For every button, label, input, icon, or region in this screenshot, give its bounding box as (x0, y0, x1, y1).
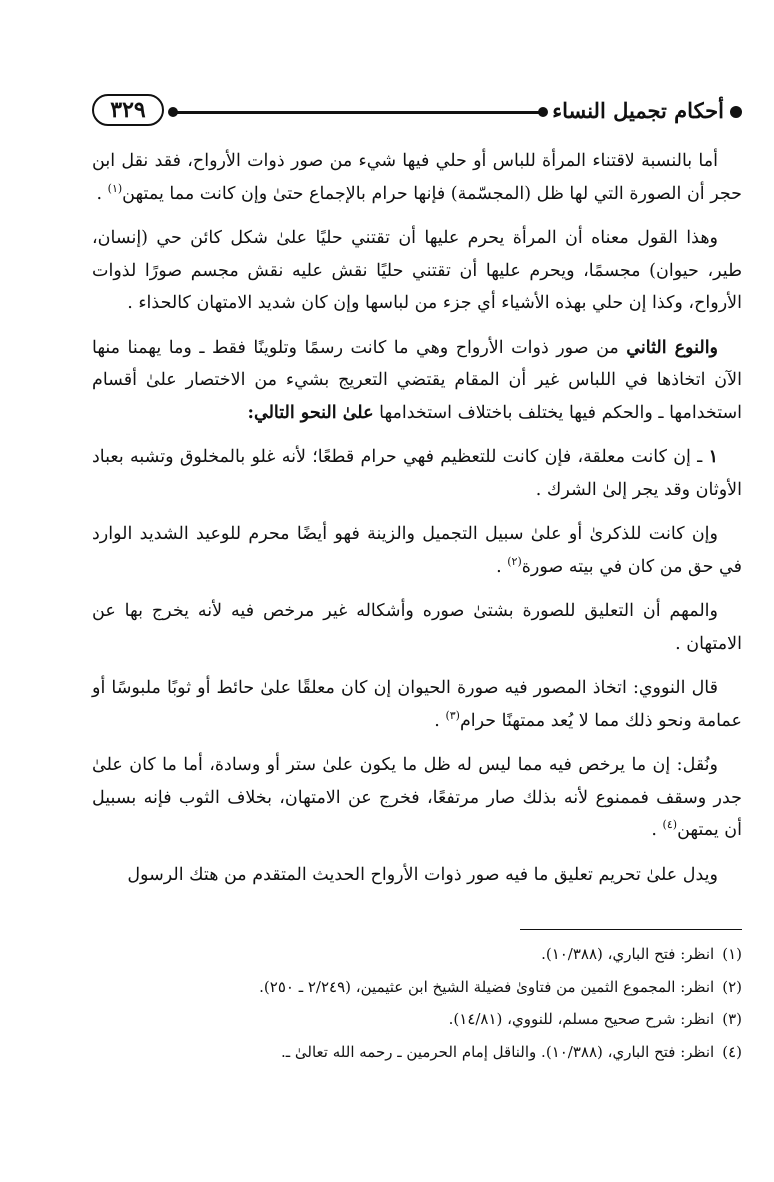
paragraph (92, 441, 742, 506)
footnote-text: انظر: شرح صحيح مسلم، للنووي، (١٤/٨١). (448, 1010, 715, 1028)
bold-lead: والنوع الثاني (626, 337, 719, 358)
footnote-ref: (٣) (445, 708, 460, 722)
footnote (92, 971, 742, 1004)
header-rule (174, 111, 542, 114)
paragraph (92, 222, 742, 320)
footnote-text: انظر: المجموع الثمين من فتاوىٰ فضيلة الشيخ ابن عثيمين، (٢/٢٤٩ ـ ٢٥٠). (259, 977, 715, 996)
paragraph (92, 332, 742, 430)
footnote-ref: (١) (107, 181, 123, 195)
footnote-ref: (٢) (507, 554, 522, 568)
paragraph-end: . (496, 556, 508, 577)
paragraph (92, 145, 742, 210)
paragraph-end: . (96, 183, 108, 204)
footnote-text: انظر: فتح الباري، (١٠/٣٨٨). (541, 945, 715, 963)
paragraph-text: ونُقل: إن ما يرخص فيه مما ليس له ظل ما يكون علىٰ ستر أو وسادة، أما ما كان علىٰ جدر وسقف فممنوع لأنه بذلك صار مرتفعًا، فخرج عن الامتهان، بخلاف الثوب فإنه بسبيل أن يمتهن (92, 755, 742, 840)
running-header (92, 93, 742, 133)
paragraph-text: وهذا القول معناه أن المرأة يحرم عليها أن تقتني حليًا علىٰ شكل كائن حي (إنسان، طير، حيوان) مجسمًا، ويحرم عليها أن تقتني حليًا نقش عليه نقش مجسم صورًا لذوات الأرواح، وكذا إن حلي بهذه الأشياء أي جزء من لباسها وإن كان شديد الامتهان كالحذاء . (92, 228, 742, 313)
footnote-number: (٤) (722, 1042, 742, 1061)
paragraph-end: . (651, 820, 663, 840)
footnote (92, 1003, 742, 1036)
footnote-number: (٢) (722, 977, 742, 996)
footnote-text: انظر: فتح الباري، (١٠/٣٨٨). والناقل إمام الحرمين ـ رحمه الله تعالىٰ ـ. (280, 1042, 715, 1061)
footnote (92, 1036, 742, 1069)
paragraph-end: . (434, 710, 446, 731)
paragraph-text: أما بالنسبة لاقتناء المرأة للباس أو حلي فيها شيء من صور ذوات الأرواح، فقد نقل ابن حجر أن الصورة التي لها ظل (المجسّمة) فإنها حرام بالإجماع حتىٰ وإن كانت مما يمتهن (92, 151, 742, 204)
header-title: أحكام تجميل النساء (552, 98, 724, 123)
paragraph (92, 595, 742, 660)
main-text (92, 145, 742, 903)
bold-tail: علىٰ النحو التالي: (247, 402, 374, 423)
paragraph (92, 672, 742, 737)
paragraph-text: قال النووي: اتخاذ المصور فيه صورة الحيوان إن كان معلقًا علىٰ حائط أو ثوبًا ملبوسًا أو عمامة ونحو ذلك مما لا يُعد ممتهنًا حرام (92, 678, 742, 731)
paragraph (92, 749, 742, 847)
paragraph (92, 518, 742, 583)
footnote (92, 938, 742, 971)
paragraph-text: ـ إن كانت معلقة، فإن كانت للتعظيم فهي حرام قطعًا؛ لأنه غلو بالمخلوق وتشبه بعباد الأوثان وقد يجر إلىٰ الشرك . (92, 447, 742, 500)
header-bullet-icon (730, 106, 742, 118)
paragraph-text: ويدل علىٰ تحريم تعليق ما فيه صور ذوات الأرواح الحديث المتقدم من هتك الرسول (127, 864, 718, 885)
rule-end-dot-icon (168, 107, 178, 117)
footnotes (92, 938, 742, 1068)
paragraph-text: وإن كانت للذكرىٰ أو علىٰ سبيل التجميل والزينة فهو أيضًا محرم للوعيد الشديد الوارد في حق من كان في بيته صورة (92, 524, 742, 577)
paragraph-text: من صور ذوات الأرواح وهي ما كانت رسمًا وتلوينًا فقط ـ وما يهمنا منها الآن اتخاذها في اللباس غير أن المقام يقتضي التعريج بشيء من الاختصار علىٰ أقسام استخدامها ـ والحكم فيها يختلف باختلاف استخدامها (92, 337, 742, 423)
footnote-separator (520, 929, 742, 930)
page-number: ٣٢٩ (92, 94, 164, 126)
paragraph (92, 859, 742, 892)
list-number: ١ (708, 447, 718, 467)
footnote-number: (١) (722, 945, 742, 963)
footnote-ref: (٤) (662, 818, 678, 832)
paragraph-text: والمهم أن التعليق للصورة بشتىٰ صوره وأشكاله غير مرخص فيه لأنه يخرج بها عن الامتهان . (92, 601, 742, 654)
footnote-number: (٣) (722, 1010, 742, 1028)
